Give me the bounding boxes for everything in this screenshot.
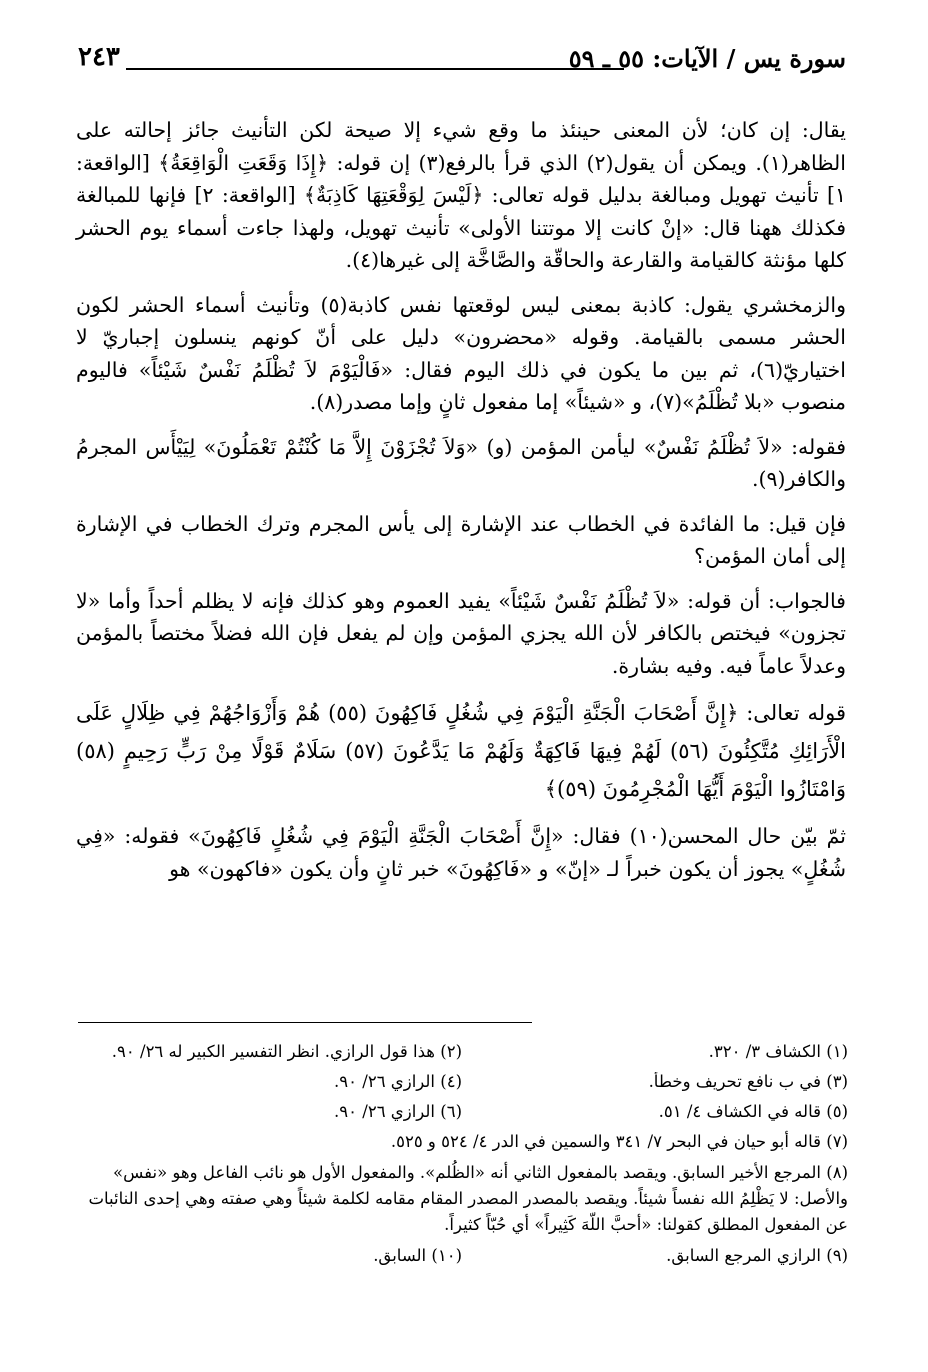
page-header [78, 40, 846, 80]
quran-verses: قوله تعالى: ﴿إِنَّ أَصْحَابَ الْجَنَّةِ الْيَوْمَ فِي شُغُلٍ فَاكِهُونَ (٥٥) هُمْ وَأَزْوَاجُهُمْ فِي ظِلَالٍ عَلَى الْأَرَائِكِ مُتَّكِئُونَ (٥٦) لَهُمْ فِيهَا فَاكِهَةٌ وَلَهُمْ مَا يَدَّعُونَ (٥٧) سَلَامٌ قَوْلًا مِنْ رَبٍّ رَحِيمٍ (٥٨) وَامْتَازُوا الْيَوْمَ أَيُّهَا الْمُجْرِمُونَ (٥٩)﴾ [76, 701, 846, 801]
footnote-row [76, 1240, 848, 1270]
footnote: (٣) في ب نافع تحريف وخطأ. [648, 1071, 848, 1091]
footnote-row [76, 1036, 848, 1066]
header-rule [126, 68, 624, 70]
main-text [76, 114, 846, 897]
footnote: (١) الكشاف ٣/ ٣٢٠. [708, 1041, 848, 1061]
paragraph: ثمّ بيّن حال المحسن(١٠) فقال: «إِنَّ أَصْحَابَ الْجَنَّةِ الْيَوْمَ فِي شُغُلٍ فَاكِهُونَ» فقوله: «فِي شُغُلٍ» يجوز أن يكون خبراً لـ «إنّ» و «فَاكِهُونَ» خبر ثانٍ وأن يكون «فاكهون» هو [76, 824, 846, 881]
footnote-row [76, 1066, 848, 1096]
footnote-separator [78, 1022, 532, 1023]
footnotes [76, 1036, 848, 1270]
surah-title: سورة يس / الآيات: ٥٥ ـ ٥٩ [568, 44, 846, 73]
footnote: (٨) المرجع الأخير السابق. ويقصد بالمفعول الثاني أنه «الظُلم». والمفعول الأول هو نائب الفاعل وهو «نفس» والأصل: لا يَظْلِمُ الله نفساً شيئاً. ويقصد بالمصدر المصدر المقام مقامه لكلمة شيئاً وهي صفته وهي إحدى النائبات عن المفعول المطلق كقولنا: «أحبَّ اللّهَ كَثِيراً» أي حُبّاً كثيراً. [88, 1163, 848, 1234]
footnote: (٢) هذا قول الرازي. انظر التفسير الكبير له ٢٦/ ٩٠. [111, 1041, 462, 1061]
footnote-row [76, 1126, 848, 1156]
paragraph: فإن قيل: ما الفائدة في الخطاب عند الإشارة إلى يأس المجرم وترك الخطاب في الإشارة إلى أمان المؤمن؟ [76, 511, 846, 568]
footnote: (٦) الرازي ٢٦/ ٩٠. [334, 1101, 462, 1121]
footnote: (٧) قاله أبو حيان في البحر ٧/ ٣٤١ والسمين في الدر ٤/ ٥٢٤ و ٥٢٥. [390, 1131, 848, 1151]
paragraph: فقوله: «لاَ تُظْلَمُ نَفْسٌ» ليأمن المؤمن (و) «وَلاَ تُجْزَوْنَ إِلاَّ مَا كُنْتُمْ تَعْمَلُونَ» لِيَيْأَس المجرمُ والكافر(٩). [76, 434, 846, 491]
page-number: ٢٤٣ [78, 42, 120, 72]
footnote: (٥) قاله في الكشاف ٤/ ٥١. [658, 1101, 848, 1121]
paragraph: يقال: إن كان؛ لأن المعنى حينئذ ما وقع شيء إلا صيحة لكن التأنيث جائز إحالته على الظاهر(١). ويمكن أن يقول(٢) الذي قرأ بالرفع(٣) إن قوله: ﴿إِذَا وَقَعَتِ الْوَاقِعَةُ﴾ [الواقعة: ١] تأنيث تهويل ومبالغة بدليل قوله تعالى: ﴿لَيْسَ لِوَقْعَتِهَا كَاذِبَةٌ﴾ [الواقعة: ٢] فإنها للمبالغة فكذلك ههنا قال: «إنْ كانت إلا موتتنا الأولى» تأنيث تهويل، ولهذا جاءت أسماء يوم الحشر كلها مؤنثة كالقيامة والقارعة والحاقّة والصَّاخَّة إلى غيرها(٤). [76, 118, 847, 272]
footnote: (١٠) السابق. [373, 1245, 462, 1265]
paragraph: فالجواب: أن قوله: «لاَ تُظْلَمُ نَفْسٌ شَيْئاً» يفيد العموم وهو كذلك فإنه لا يظلم أحداً وأما «لا تجزون» فيختص بالكافر لأن الله يجزي المؤمن وإن لم يفعل فإن الله فضلاً مختصاً بالمؤمن وعدلاً عاماً فيه. وفيه بشارة. [76, 588, 846, 678]
paragraph: والزمخشري يقول: كاذبة بمعنى ليس لوقعتها نفس كاذبة(٥) وتأنيث أسماء الحشر لكون الحشر مسمى بالقيامة. وقوله «محضرون» دليل على أنّ كونهم ينسلون إجباريّ لا اختياريّ(٦)، ثم بين ما يكون في ذلك اليوم فقال: «فَالْيَوْمَ لاَ تُظْلَمُ نَفْسٌ شَيْئاً» فاليوم منصوب «بلا تُظْلَمُ»(٧)، و «شيئاً» إما مفعول ثانٍ وإما مصدر(٨). [76, 292, 846, 414]
footnote: (٩) الرازي المرجع السابق. [666, 1245, 848, 1265]
footnote: (٤) الرازي ٢٦/ ٩٠. [334, 1071, 462, 1091]
footnote-row [76, 1096, 848, 1126]
